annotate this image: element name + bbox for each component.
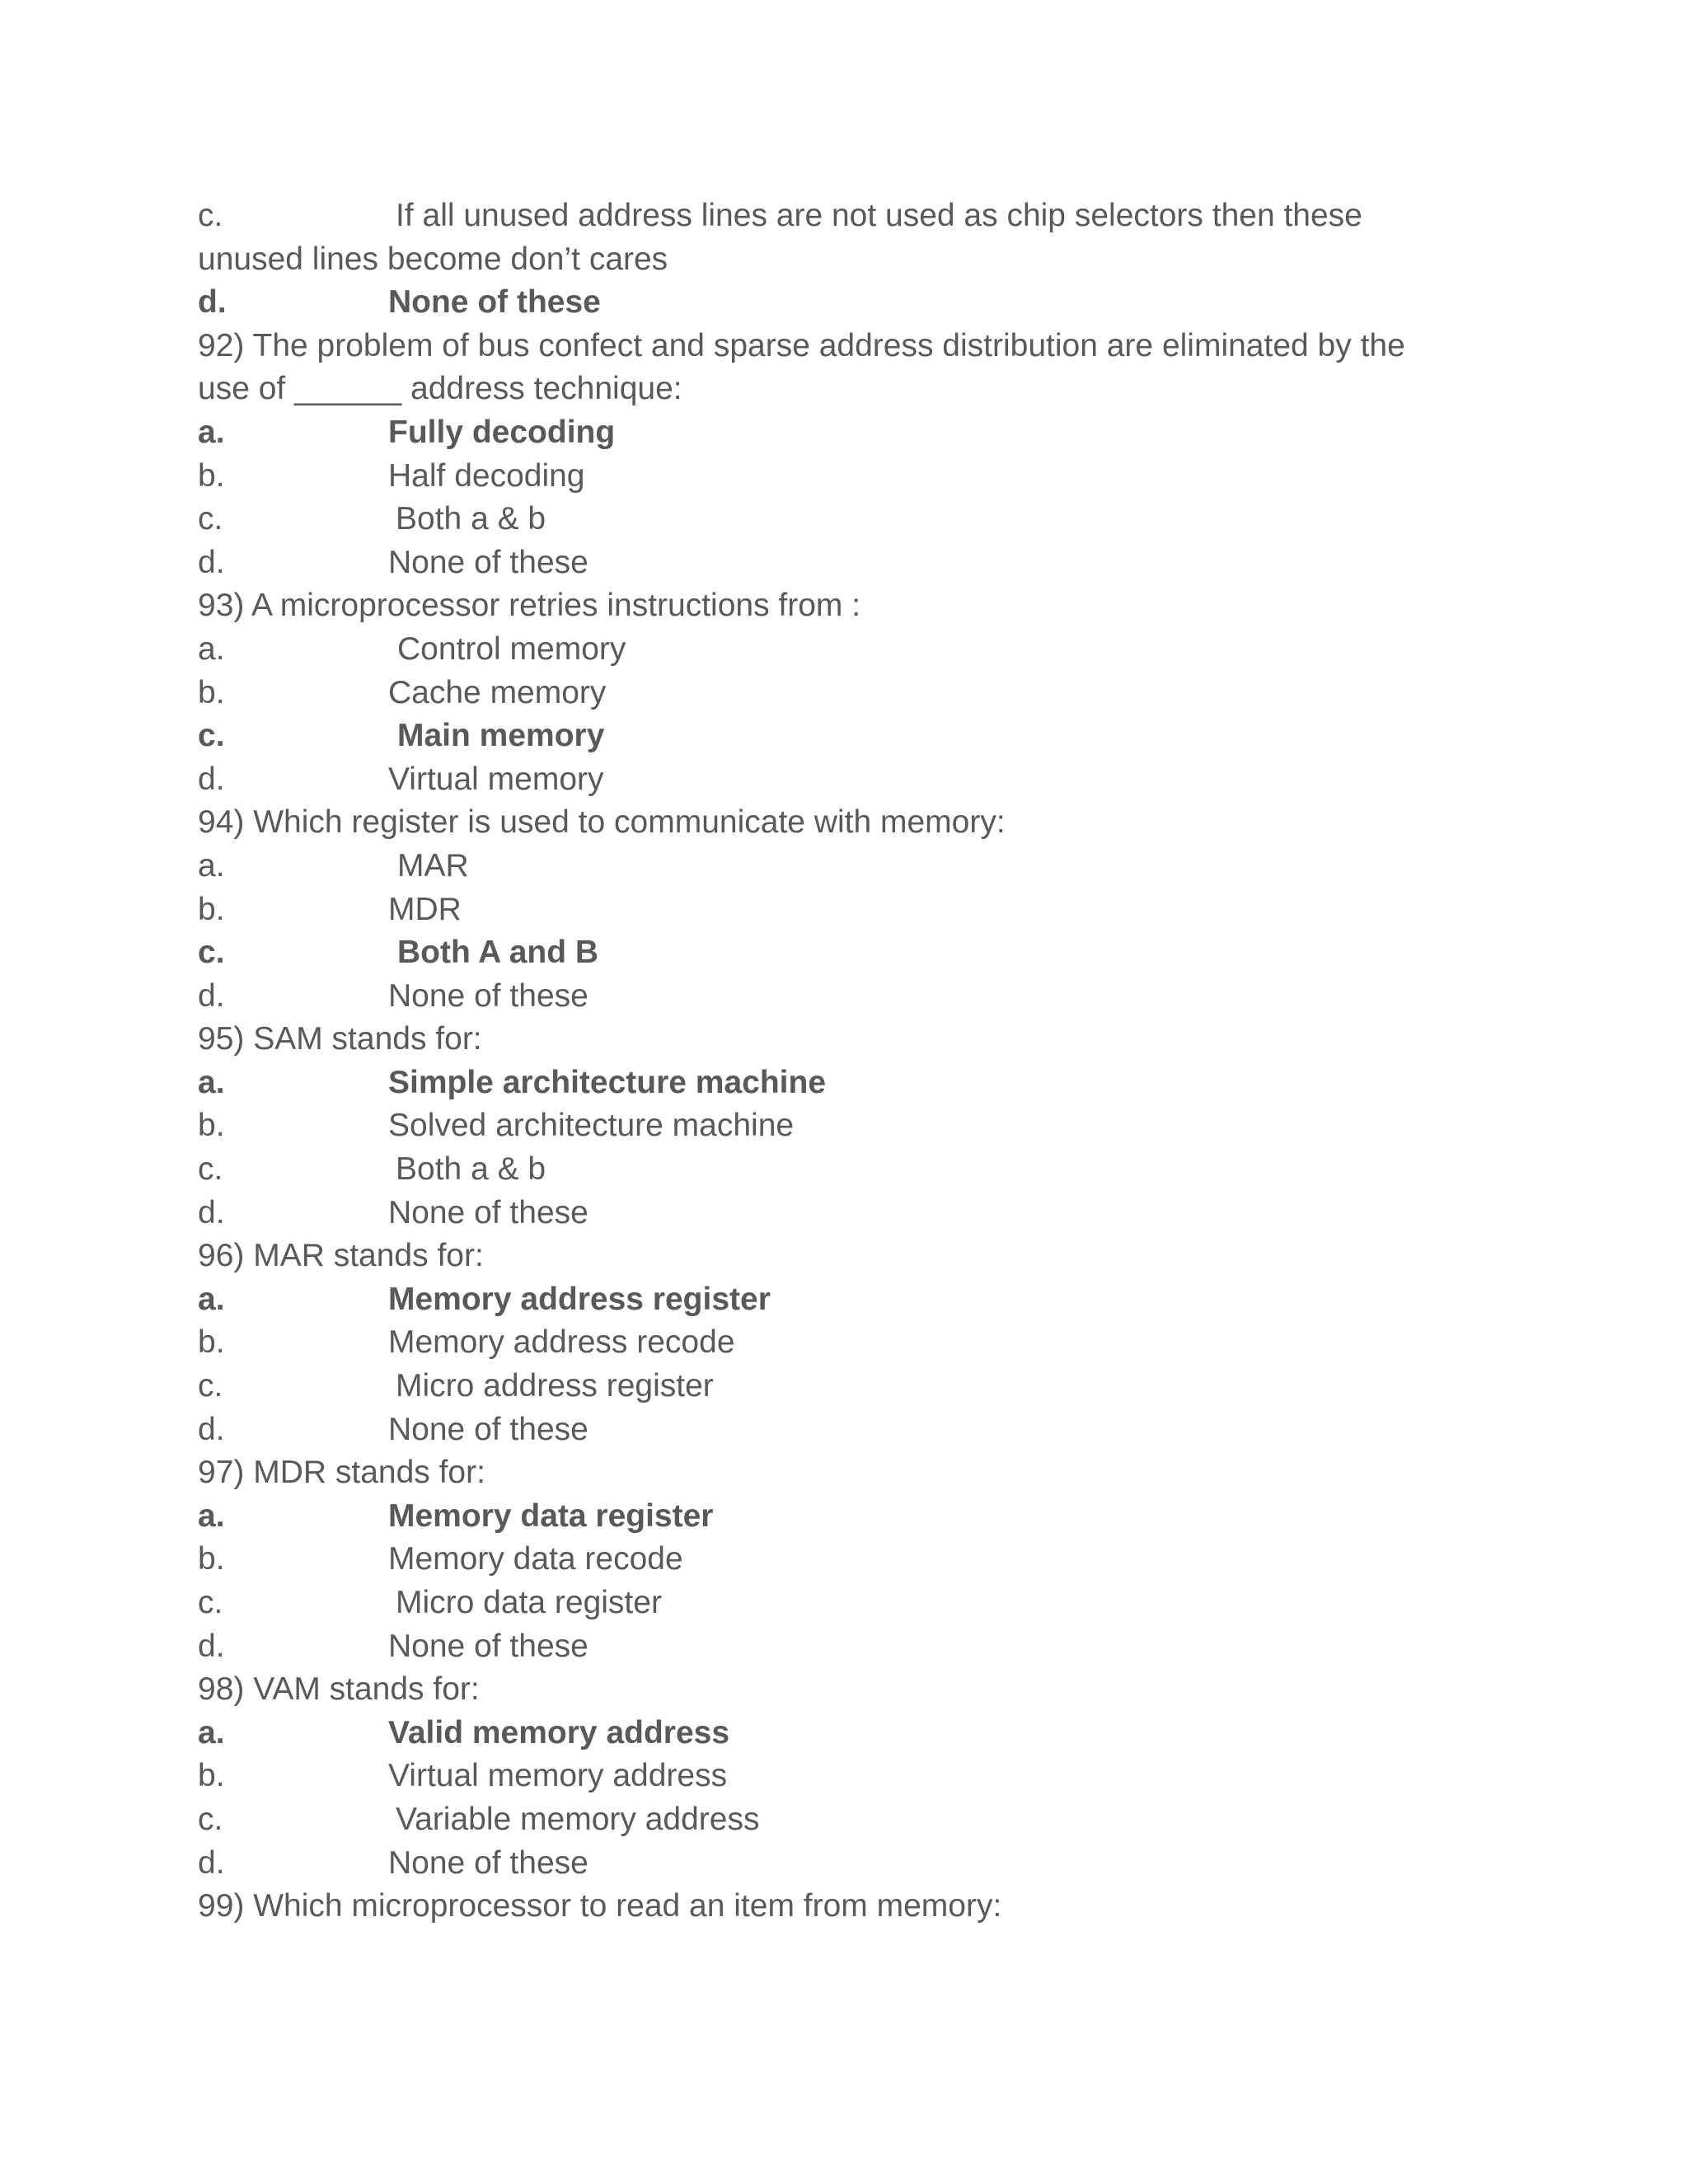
option-text: Virtual memory address bbox=[388, 1758, 728, 1794]
answer-option bbox=[198, 715, 1500, 758]
answer-option bbox=[198, 1538, 1500, 1582]
option-letter: d. bbox=[198, 1844, 225, 1881]
answer-option bbox=[198, 194, 1500, 238]
option-letter: a. bbox=[198, 630, 225, 667]
answer-option bbox=[198, 1192, 1500, 1235]
correct-answer-text: Memory address register bbox=[388, 1281, 771, 1317]
answer-option bbox=[198, 411, 1500, 455]
option-text: None of these bbox=[388, 1844, 588, 1881]
option-text: MDR bbox=[388, 891, 462, 927]
option-letter: a. bbox=[198, 847, 225, 883]
correct-answer-text: Both A and B bbox=[397, 935, 599, 971]
correct-answer-text: Valid memory address bbox=[388, 1714, 730, 1750]
option-text: If all unused address lines are not used as chip selectors then these bbox=[396, 198, 1362, 233]
option-letter: d. bbox=[198, 977, 225, 1014]
option-letter: a. bbox=[198, 1497, 225, 1534]
option-text: Both a & b bbox=[396, 501, 546, 537]
option-letter: c. bbox=[198, 1801, 223, 1837]
option-text: None of these bbox=[388, 1411, 588, 1447]
answer-option bbox=[198, 672, 1500, 715]
option-letter: b. bbox=[198, 674, 225, 710]
option-letter: d. bbox=[198, 1194, 225, 1230]
answer-option bbox=[198, 455, 1500, 499]
question-text: 94) Which register is used to communicate with memory: bbox=[198, 804, 1006, 841]
answer-option bbox=[198, 1495, 1500, 1539]
correct-answer-text: Main memory bbox=[397, 718, 605, 754]
option-letter: d. bbox=[198, 284, 227, 321]
option-text: Cache memory bbox=[388, 674, 607, 710]
answer-option bbox=[198, 541, 1500, 585]
option-text: Micro address register bbox=[396, 1368, 714, 1404]
option-letter: a. bbox=[198, 1714, 225, 1750]
option-letter: c. bbox=[198, 501, 223, 537]
answer-option bbox=[198, 758, 1500, 802]
answer-option bbox=[198, 845, 1500, 888]
answer-option bbox=[198, 498, 1500, 541]
answer-option bbox=[198, 1062, 1500, 1105]
option-text: Micro data register bbox=[396, 1585, 662, 1620]
answer-option bbox=[198, 1148, 1500, 1192]
continuation-text: use of ______ address technique: bbox=[198, 371, 682, 407]
option-letter: b. bbox=[198, 891, 225, 927]
option-text: Both a & b bbox=[396, 1151, 546, 1188]
option-text: Solved architecture machine bbox=[388, 1108, 795, 1144]
question-text: 97) MDR stands for: bbox=[198, 1455, 485, 1491]
option-letter: b. bbox=[198, 1108, 225, 1144]
answer-option bbox=[198, 1321, 1500, 1365]
option-letter: b. bbox=[198, 1324, 225, 1361]
answer-option bbox=[198, 1712, 1500, 1755]
option-text: Variable memory address bbox=[396, 1801, 760, 1837]
option-letter: a. bbox=[198, 1281, 225, 1317]
answer-option bbox=[198, 1104, 1500, 1148]
option-letter: c. bbox=[198, 1368, 223, 1404]
option-letter: c. bbox=[198, 718, 225, 754]
document-page bbox=[198, 194, 1500, 1929]
option-letter: a. bbox=[198, 414, 225, 450]
option-text: None of these bbox=[388, 544, 588, 580]
correct-answer-text: Simple architecture machine bbox=[388, 1064, 827, 1100]
answer-option bbox=[198, 1842, 1500, 1886]
answer-option bbox=[198, 1798, 1500, 1842]
option-letter: b. bbox=[198, 457, 225, 494]
option-text: Control memory bbox=[397, 630, 626, 667]
continuation-text: unused lines become don’t cares bbox=[198, 241, 668, 277]
question-text: 96) MAR stands for: bbox=[198, 1238, 484, 1274]
option-letter: d. bbox=[198, 1628, 225, 1664]
option-text: Memory data recode bbox=[388, 1541, 683, 1577]
question-text: 98) VAM stands for: bbox=[198, 1671, 480, 1708]
option-letter: d. bbox=[198, 1411, 225, 1447]
option-letter: b. bbox=[198, 1758, 225, 1794]
option-letter: a. bbox=[198, 1064, 225, 1100]
option-text: None of these bbox=[388, 1628, 588, 1664]
correct-answer-text: Fully decoding bbox=[388, 414, 616, 450]
question-list bbox=[198, 194, 1500, 1929]
answer-option bbox=[198, 1365, 1500, 1408]
question-text: 93) A microprocessor retries instructions from : bbox=[198, 588, 861, 624]
option-text: MAR bbox=[397, 847, 469, 883]
answer-option bbox=[198, 931, 1500, 975]
option-text: Memory address recode bbox=[388, 1324, 735, 1361]
answer-option bbox=[198, 888, 1500, 932]
option-letter: d. bbox=[198, 761, 225, 797]
option-letter: c. bbox=[198, 198, 223, 233]
question-text: 95) SAM stands for: bbox=[198, 1021, 482, 1057]
correct-answer-text: Memory data register bbox=[388, 1497, 714, 1534]
option-text: Half decoding bbox=[388, 457, 585, 494]
answer-option bbox=[198, 1582, 1500, 1625]
option-letter: d. bbox=[198, 544, 225, 580]
option-letter: c. bbox=[198, 1585, 223, 1620]
correct-answer-text: None of these bbox=[388, 284, 601, 321]
option-text: None of these bbox=[388, 1194, 588, 1230]
answer-option bbox=[198, 628, 1500, 672]
answer-option bbox=[198, 1755, 1500, 1798]
option-text: None of these bbox=[388, 977, 588, 1014]
answer-option bbox=[198, 975, 1500, 1019]
option-letter: b. bbox=[198, 1541, 225, 1577]
question-text: 92) The problem of bus confect and sparse address distribution are eliminated by the bbox=[198, 327, 1405, 363]
question-text: 99) Which microprocessor to read an item from memory: bbox=[198, 1888, 1002, 1924]
option-letter: c. bbox=[198, 1151, 223, 1188]
answer-option bbox=[198, 1278, 1500, 1322]
option-text: Virtual memory bbox=[388, 761, 604, 797]
answer-option bbox=[198, 1408, 1500, 1452]
answer-option bbox=[198, 281, 1500, 325]
option-letter: c. bbox=[198, 935, 225, 971]
answer-option bbox=[198, 1625, 1500, 1669]
